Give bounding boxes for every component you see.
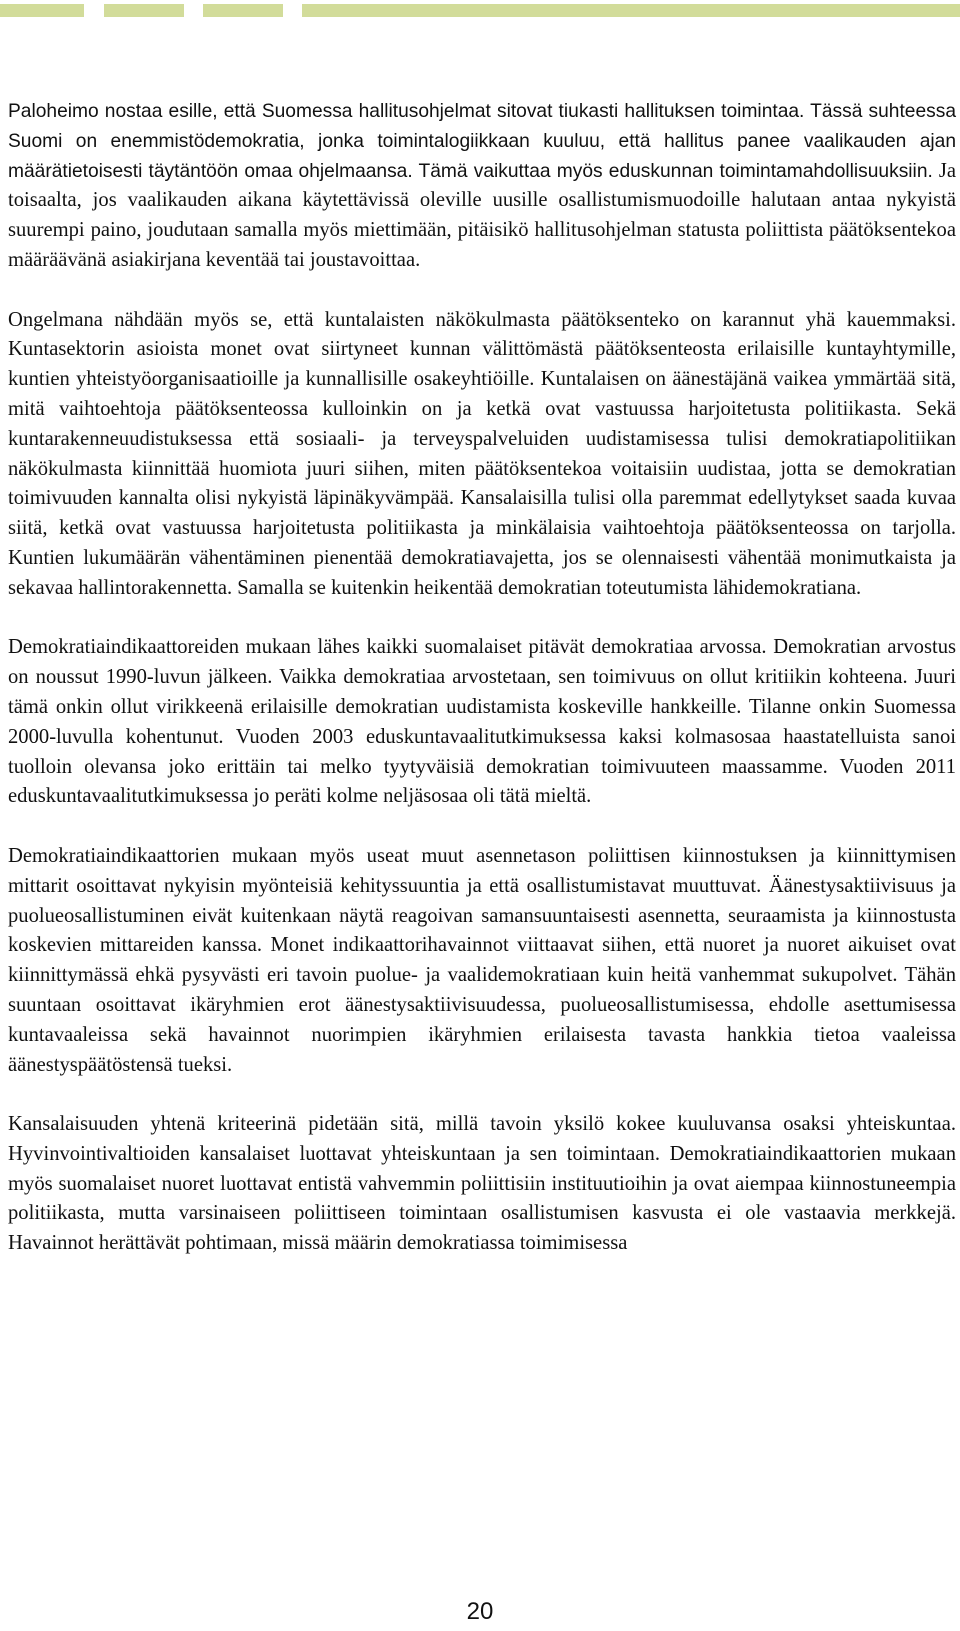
paragraph-5: Kansalaisuuden yhtenä kriteerinä pidetään sitä, millä tavoin yksilö kokee kuuluvansa osaksi yhteiskuntaa. Hyvinvointivaltioiden kansalaiset luottavat yhteiskuntaan ja sen toimintaan. Demokratiaindikaattorien mukaan myös suomalaiset nuoret luottavat entistä vahvemmin poliittisiin instituutioihin ja ovat aiempaa kiinnostuneempia politiikasta, mutta varsinaiseen poliittiseen toimintaan osallistumisen kasvusta ei ole vastaavia merkkejä. Havainnot herättävät pohtimaan, missä määrin demokratiassa toimimisessa (8, 1113, 956, 1255)
paragraph-1-sans-part: Paloheimo nostaa esille, että Suomessa hallitusohjelmat sitovat tiukasti hallituksen toimintaa. Tässä suhteessa Suomi on enemmistödemokratia, jonka toimintalogiikkaan kuuluu, että hallitus panee vaalikauden ajan määrätietoisesti täytäntöön omaa ohjelmaansa. Tämä vaikuttaa myös eduskunnan toimintamahdollisuuksiin. (8, 101, 956, 182)
paragraph-2: Ongelmana nähdään myös se, että kuntalaisten näkökulmasta päätöksenteko on karannut yhä kauemmaksi. Kuntasektorin asioista monet ovat siirtyneet kunnan välittömästä päätöksenteosta erilaisille kuntayhtymille, kuntien yhteistyöorganisaatioille ja kunnallisille osakeyhtiöille. Kuntalaisen on äänestäjänä vaikea ymmärtää sitä, mitä vaihtoehtoja päätöksenteossa kulloinkin on ja ketkä ovat vastuussa harjoitetusta politiikasta. Sekä kuntarakenneuudistuksessa että sosiaali- ja terveyspalveluiden uudistamisessa tulisi demokratiapolitiikan näkökulmasta kiinnittää huomiota juuri siihen, miten päätöksentekoa voitaisiin uudistaa, jotta se demokratian toimivuuden kannalta olisi nykyistä läpinäkyvämpää. Kansalaisilla tulisi olla paremmat edellytykset saada kuvaa siitä, ketkä ovat vastuussa harjoitetusta politiikasta ja minkälaisia vaihtoehtoja päätöksenteossa on tarjolla. Kuntien lukumäärän vähentäminen pienentää demokratiavajetta, jos se olennaisesti vähentää monimutkaista ja sekavaa hallintorakennetta. Samalla se kuitenkin heikentää demokratian toteutumista lähidemokratiana. (8, 308, 956, 599)
header-bar-segment-2 (104, 4, 184, 17)
paragraph-3: Demokratiaindikaattoreiden mukaan lähes kaikki suomalaiset pitävät demokratiaa arvossa. Demokratian arvostus on noussut 1990-luvun jälkeen. Vaikka demokratiaa arvostetaan, sen toimivuus on ollut kritiikin kohteena. Juuri tämä onkin ollut virikkeenä erilaisille demokratian uudistamista koskeville hankkeille. Tilanne onkin Suomessa 2000-luvulla kohentunut. Vuoden 2003 eduskuntavaalitutkimuksessa kaksi kolmasosaa haastatelluista sanoi tuolloin olevansa joko erittäin tai melko tyytyväisiä demokratian toimivuuteen maassamme. Vuoden 2011 eduskuntavaalitutkimuksessa jo peräti kolme neljäsosaa oli tätä mieltä. (8, 636, 956, 808)
paragraph-1 (8, 97, 956, 276)
paragraph-4: Demokratiaindikaattorien mukaan myös useat muut asennetason poliittisen kiinnostuksen ja kiinnittymisen mittarit osoittavat nykyisin myönteisiä kehityssuuntia ja että osallistumistavat muuttuvat. Äänestysaktiivisuus ja puolueosallistuminen eivät kuitenkaan näytä reagoivan samansuuntaisesti asennetta, seuraamista ja kiinnostusta koskevien mittareiden kanssa. Monet indikaattorihavainnot viittaavat siihen, että nuoret ja nuoret aikuiset ovat kiinnittymässä ehkä pysyvästi eri tavoin puolue- ja vaalidemokratiaan kuin heitä vanhemmat sukupolvet. Tähän suuntaan osoittavat ikäryhmien erot äänestysaktiivisuudessa, puolueosallistumisessa, ehdolle asettumisessa kuntavaaleissa sekä havainnot nuorimpien ikäryhmien erilaisesta tavasta hankkia tietoa vaaleissa äänestyspäätöstensä tueksi. (8, 844, 956, 1076)
paragraph-1-serif-part: Ja toisaalta, jos vaalikauden aikana käytettävissä oleville uusille osallistumismuodoille halutaan antaa nykyistä suurempi paino, joudutaan samalla myös miettimään, pitäisikö hallitusohjelman statusta poliittista päätöksentekoa määräävänä asiakirjana keventää tai joustavoittaa. (8, 159, 956, 271)
header-bar-segment-1 (0, 4, 84, 17)
page-number: 20 (466, 1598, 494, 1625)
header-bar-segment-3 (203, 4, 283, 17)
document-body (8, 97, 956, 1259)
header-bar-segment-4 (302, 4, 960, 17)
